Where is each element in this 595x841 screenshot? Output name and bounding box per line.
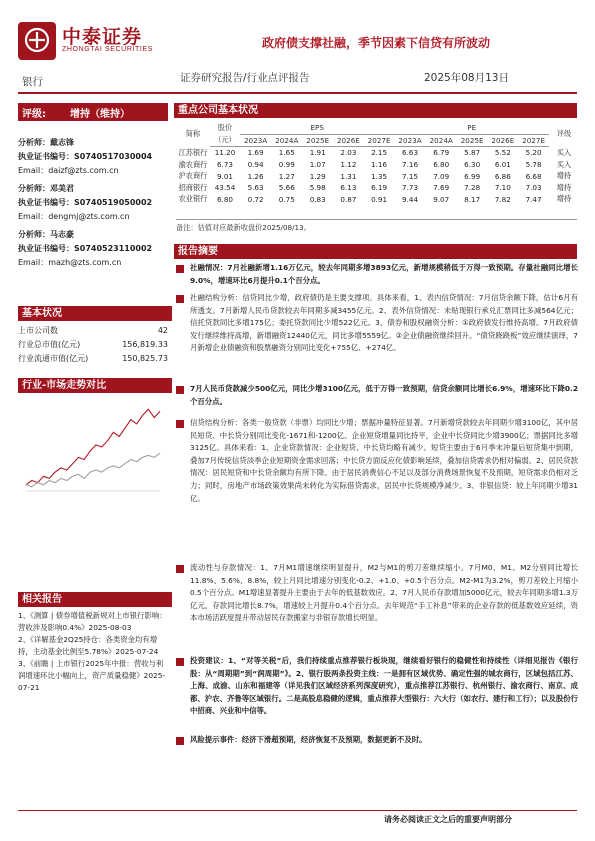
- industry-label: 银行: [22, 76, 43, 88]
- related-item[interactable]: 3、《前瞻 | 上市银行2025年中报：营收与利润增速环比小幅向上，资产质量稳健》2025-07-21: [18, 659, 166, 692]
- col-name-header: 简称: [185, 129, 201, 139]
- stock-price: 6.73: [216, 160, 233, 170]
- related-list: [18, 610, 168, 694]
- footer-divider: [18, 810, 577, 811]
- eps-cell: 0.83: [309, 194, 326, 204]
- eps-cell: 0.99: [278, 160, 295, 170]
- analyst-name: 马志豪: [50, 230, 74, 239]
- pe-cell: 6.99: [464, 171, 481, 181]
- license-label: 执业证书编号：: [18, 198, 74, 207]
- bullet-icon: [176, 295, 184, 303]
- analyst-name: 戴志锋: [50, 138, 74, 147]
- pe-cell: 5.20: [525, 148, 542, 158]
- company-name: 江苏银行: [178, 147, 208, 157]
- bullet-icon: [176, 565, 184, 573]
- stock-price: 9.01: [216, 171, 233, 181]
- basic-status-table: [18, 324, 168, 366]
- year-header: 2027E: [364, 134, 395, 147]
- table-row: [176, 170, 579, 182]
- pe-cell: 7.47: [525, 194, 542, 204]
- pe-cell: 7.15: [402, 171, 419, 181]
- summary-paragraph-7: 风险提示事件：经济下滑超预期，经济恢复不及预期，数据更新不及时。: [190, 735, 427, 744]
- analyst-2: [18, 182, 168, 224]
- pe-cell: 6.79: [433, 148, 450, 158]
- basic-key: 上市公司数: [18, 326, 58, 335]
- stock-price: 11.20: [214, 148, 236, 158]
- basic-status-title: 基本状况: [18, 306, 172, 321]
- analyst-role: 分析师：: [18, 184, 50, 193]
- eps-cell: 5.66: [278, 183, 295, 193]
- license-number: S0740519050002: [74, 198, 153, 207]
- table-row: [176, 147, 579, 159]
- basic-row: [18, 338, 168, 352]
- eps-cell: 5.98: [309, 183, 326, 193]
- eps-cell: 1.12: [340, 160, 357, 170]
- summary-title: 报告摘要: [174, 244, 577, 259]
- pe-cell: 6.01: [494, 160, 511, 170]
- table-bottom-rule: [176, 219, 577, 220]
- basic-key: 行业总市值(亿元): [18, 340, 81, 349]
- company-name: 农业银行: [178, 194, 208, 204]
- pe-cell: 7.03: [525, 183, 542, 193]
- eps-cell: 2.03: [340, 148, 357, 158]
- summary-paragraph-5: 流动性与存款情况：1、7月M1增速继续明显提升，M2与M1的剪刀差继续缩小。7月M0、M1、M2分别同比增长11.8%、5.6%、8.8%，较上月同比增速分别变化-0.2、+1.0、+0.5个百分点。M2-M1为3.2%，剪刀差较上月缩小0.5个百分点。M1增速显著提升主要由于去年的低基数效应。2、7月人民币存款增加5000亿元，较去年同期多增1.3万亿元，存款同比增长8.7%，增速较上月提升0.4个百分点。去年规范“手工补息”带来的企业存款的低基数效应延续，资本市场活跃度提升带动居民存款搬家与非银存款增长明显。: [190, 563, 578, 623]
- pe-cell: 6.86: [494, 171, 511, 181]
- table-header-row: [176, 122, 579, 134]
- pe-cell: 7.16: [402, 160, 419, 170]
- col-price-unit: （元）: [210, 134, 240, 147]
- analyst-role: 分析师：: [18, 138, 50, 147]
- eps-cell: 1.65: [278, 148, 295, 158]
- pe-cell: 7.09: [433, 171, 450, 181]
- series-line-0: [26, 409, 160, 485]
- year-header: 2025E: [302, 134, 333, 147]
- related-item[interactable]: 2、《详解基金2Q25持仓：各类资金均有增持，主动基金比例至5.78%》2025-07-24: [18, 635, 159, 656]
- pe-cell: 5.78: [525, 160, 542, 170]
- eps-cell: 5.63: [247, 183, 264, 193]
- pe-cell: 6.63: [402, 148, 419, 158]
- pe-cell: 6.68: [525, 171, 542, 181]
- analyst-block: [18, 136, 168, 270]
- col-pe-header: PE: [394, 122, 549, 134]
- year-header: 2024A: [271, 134, 302, 147]
- basic-value: 42: [157, 326, 168, 335]
- eps-cell: 6.19: [371, 183, 388, 193]
- eps-cell: 0.72: [247, 194, 264, 204]
- eps-cell: 2.15: [371, 148, 388, 158]
- stock-price: 6.80: [216, 194, 233, 204]
- bullet-icon: [176, 420, 184, 428]
- eps-cell: 1.29: [309, 171, 326, 181]
- bullet-icon: [176, 386, 184, 394]
- footer-disclaimer: 请务必阅读正文之后的重要声明部分: [384, 815, 512, 824]
- eps-cell: 0.75: [278, 194, 295, 204]
- analyst-role: 分析师：: [18, 230, 50, 239]
- pe-cell: 7.28: [464, 183, 481, 193]
- pe-cell: 6.80: [433, 160, 450, 170]
- rating-cell: 买入: [556, 159, 572, 169]
- email-label: Email：: [18, 212, 49, 221]
- trend-title: 行业-市场走势对比: [18, 378, 172, 393]
- eps-cell: 6.13: [340, 183, 357, 193]
- email-label: Email：: [18, 166, 49, 175]
- summary-paragraph-1: 社融情况：7月社融新增1.16万亿元，较去年同期多增3893亿元，新增规模稍低于万得一致预期。存量社融同比增长9.0%，增速环比6月提升0.1个百分点。: [190, 263, 578, 285]
- eps-cell: 0.87: [340, 194, 357, 204]
- analyst-email[interactable]: daizf@zts.com.cn: [48, 166, 119, 175]
- eps-cell: 1.16: [371, 160, 388, 170]
- year-header: 2023A: [394, 134, 425, 147]
- eps-cell: 1.07: [309, 160, 326, 170]
- report-headline: 政府债支撑社融，季节因素下信贷有所波动: [262, 36, 491, 50]
- summary-paragraph-3: 7月人民币贷款减少500亿元，同比少增3100亿元，低于万得一致预期，信贷余额同比增长6.9%，增速环比下降0.2个百分点。: [190, 384, 578, 406]
- rating-cell: 增持: [556, 182, 572, 192]
- col-price-header: 股价: [217, 123, 233, 133]
- related-title: 相关报告: [18, 592, 172, 607]
- logo-text-cn: 中泰证券: [62, 26, 143, 48]
- license-label: 执业证书编号：: [18, 152, 74, 161]
- rating-cell: 买入: [556, 147, 572, 157]
- analyst-3: [18, 228, 168, 270]
- pe-cell: 5.52: [494, 148, 511, 158]
- rating-label: 评级:: [22, 108, 46, 120]
- basic-value: 156,819.33: [122, 340, 168, 349]
- eps-cell: 1.31: [340, 171, 357, 181]
- year-header: 2027E: [518, 134, 549, 147]
- pe-cell: 7.82: [494, 194, 511, 204]
- year-header: 2025E: [457, 134, 488, 147]
- eps-cell: 1.26: [247, 171, 264, 181]
- col-rating-header: 评级: [556, 129, 572, 139]
- summary-paragraph-4: 信贷结构分析：各类一般贷款（非票）均同比少增；票据冲量特征显著。7月新增贷款较去年同期少增3100亿，其中居民短贷、中长贷分别同比变化-1671和-1200亿。企业短贷增量同比持平，企业中长贷同比少增3900亿；票据同比多增3125亿。具体来看：1、企业贷款情况：企业短贷、中长贷均略有减少。短贷主要由于6月季末冲量后短贷集中到期，叠加7月传统信贷淡季企业短期资金需求回落；中长贷方面反应化债影响延续，叠加信贷需求仍相对偏弱。2、居民贷款情况：居民短贷和中长贷余额均有所下降。由于居民消费信心不足以及部分消费场景恢复不及预期，短贷需求仍相对乏力；同时，房地产市场政策效果尚未转化为实际借贷需求，居民中长贷规模净减少。3、非银信贷：较上年同期少增31亿。: [190, 418, 578, 503]
- company-table: [176, 122, 579, 205]
- basic-key: 行业流通市值(亿元): [18, 354, 89, 363]
- pe-cell: 9.44: [402, 194, 419, 204]
- related-item[interactable]: 1、《测算 | 债券增值税新规对上市银行影响：营收涉及影响0.4%》2025-08-03: [18, 611, 167, 632]
- eps-cell: 1.69: [247, 148, 264, 158]
- pe-cell: 5.87: [464, 148, 481, 158]
- table-subheader-row: [176, 134, 579, 147]
- summary-paragraph-6: 投资建议：1、“对等关税”后，我们持续重点推荐银行板块现，继续看好银行的稳健性和持续性（详细见报告《银行股：从“周期期”到“润周期”》。2、银行股两条投资主线：一是拥有区域优势、确定性强的城农商行，区域包括江苏、上海、成渝、山东和福建等（详见我们区域经济系列深度研究），重点推荐江苏银行、杭州银行、渝农商行、南京、成都、沪农、齐鲁等区域银行。二是高股息稳健的逻辑，重点推荐大型银行：六大行（如农行、建行和工行）；以及股份行中招商、兴业和中信等。: [190, 656, 579, 716]
- pe-cell: 7.73: [402, 183, 419, 193]
- analyst-name: 邓美君: [50, 184, 74, 193]
- license-number: S0740517030004: [74, 152, 153, 161]
- report-date: 2025年08月13日: [424, 72, 509, 84]
- rating-value: 增持（维持）: [70, 108, 130, 120]
- basic-row: [18, 352, 168, 366]
- pe-cell: 9.07: [433, 194, 450, 204]
- rating-bar: [18, 103, 168, 121]
- year-header: 2026E: [488, 134, 519, 147]
- pe-cell: 7.10: [494, 183, 511, 193]
- analyst-1: [18, 136, 168, 178]
- eps-cell: 1.35: [371, 171, 388, 181]
- trend-chart: [18, 395, 168, 505]
- eps-cell: 1.91: [309, 148, 326, 158]
- analyst-email[interactable]: mazh@zts.com.cn: [48, 258, 122, 267]
- table-row: [176, 194, 579, 206]
- series-line-1: [26, 453, 160, 487]
- license-label: 执业证书编号：: [18, 244, 74, 253]
- pe-cell: 8.17: [464, 194, 481, 204]
- eps-cell: 0.91: [371, 194, 388, 204]
- rating-cell: 增持: [556, 171, 572, 181]
- basic-row: [18, 324, 168, 338]
- company-name: 沪农商行: [178, 171, 208, 181]
- analyst-email[interactable]: dengmj@zts.com.cn: [48, 212, 130, 221]
- eps-cell: 0.94: [247, 160, 264, 170]
- pe-cell: 7.69: [433, 183, 450, 193]
- email-label: Email：: [18, 258, 49, 267]
- table-row: [176, 182, 579, 194]
- pe-cell: 6.30: [464, 160, 481, 170]
- company-name: 渝农商行: [178, 159, 208, 169]
- company-table-title: 重点公司基本状况: [174, 103, 577, 118]
- table-note: 备注：估值对应最新收盘价2025/08/13。: [176, 223, 311, 232]
- header-divider: [18, 92, 577, 94]
- summary-paragraph-2: 社融结构分析：信贷同比少增，政府债仍是主要支撑项。具体来看，1、表内信贷情况：7月信贷余额下降，估计6月有所透支。7月新增人民币贷款较去年同期多减3455亿元。2、表外信贷情况：未贴现银行承兑汇票同比多减564亿元；信托贷款同比多增175亿；委托贷款同比少增522亿元。3、债券和股权融资分析：①政府债发行维持高增。7月政府债发行继续维持高增，新增融资12440亿元，同比多增5559亿。②企业债融资继续回升。“债贷跷跷板”效应继续演绎，7月新增企业债融资和股票融资分别同比变化+755亿、+274亿。: [190, 293, 578, 353]
- report-type: 证券研究报告/行业点评报告: [180, 72, 310, 84]
- logo-text-en: ZHONGTAI SECURITIES: [62, 46, 153, 53]
- company-name: 招商银行: [178, 182, 208, 192]
- stock-price: 43.54: [214, 183, 236, 193]
- bullet-icon: [176, 737, 184, 745]
- year-header: 2024A: [426, 134, 457, 147]
- eps-cell: 1.27: [278, 171, 295, 181]
- basic-value: 150,825.73: [122, 354, 168, 363]
- bullet-icon: [176, 265, 184, 273]
- col-eps-header: EPS: [240, 122, 394, 134]
- table-row: [176, 159, 579, 171]
- license-number: S0740523110002: [74, 244, 153, 253]
- year-header: 2026E: [333, 134, 364, 147]
- zhongtai-logo-icon: [24, 27, 50, 53]
- bullet-icon: [176, 658, 184, 666]
- company-table-body: [176, 147, 579, 205]
- year-header: 2023A: [240, 134, 271, 147]
- rating-cell: 增持: [556, 194, 572, 204]
